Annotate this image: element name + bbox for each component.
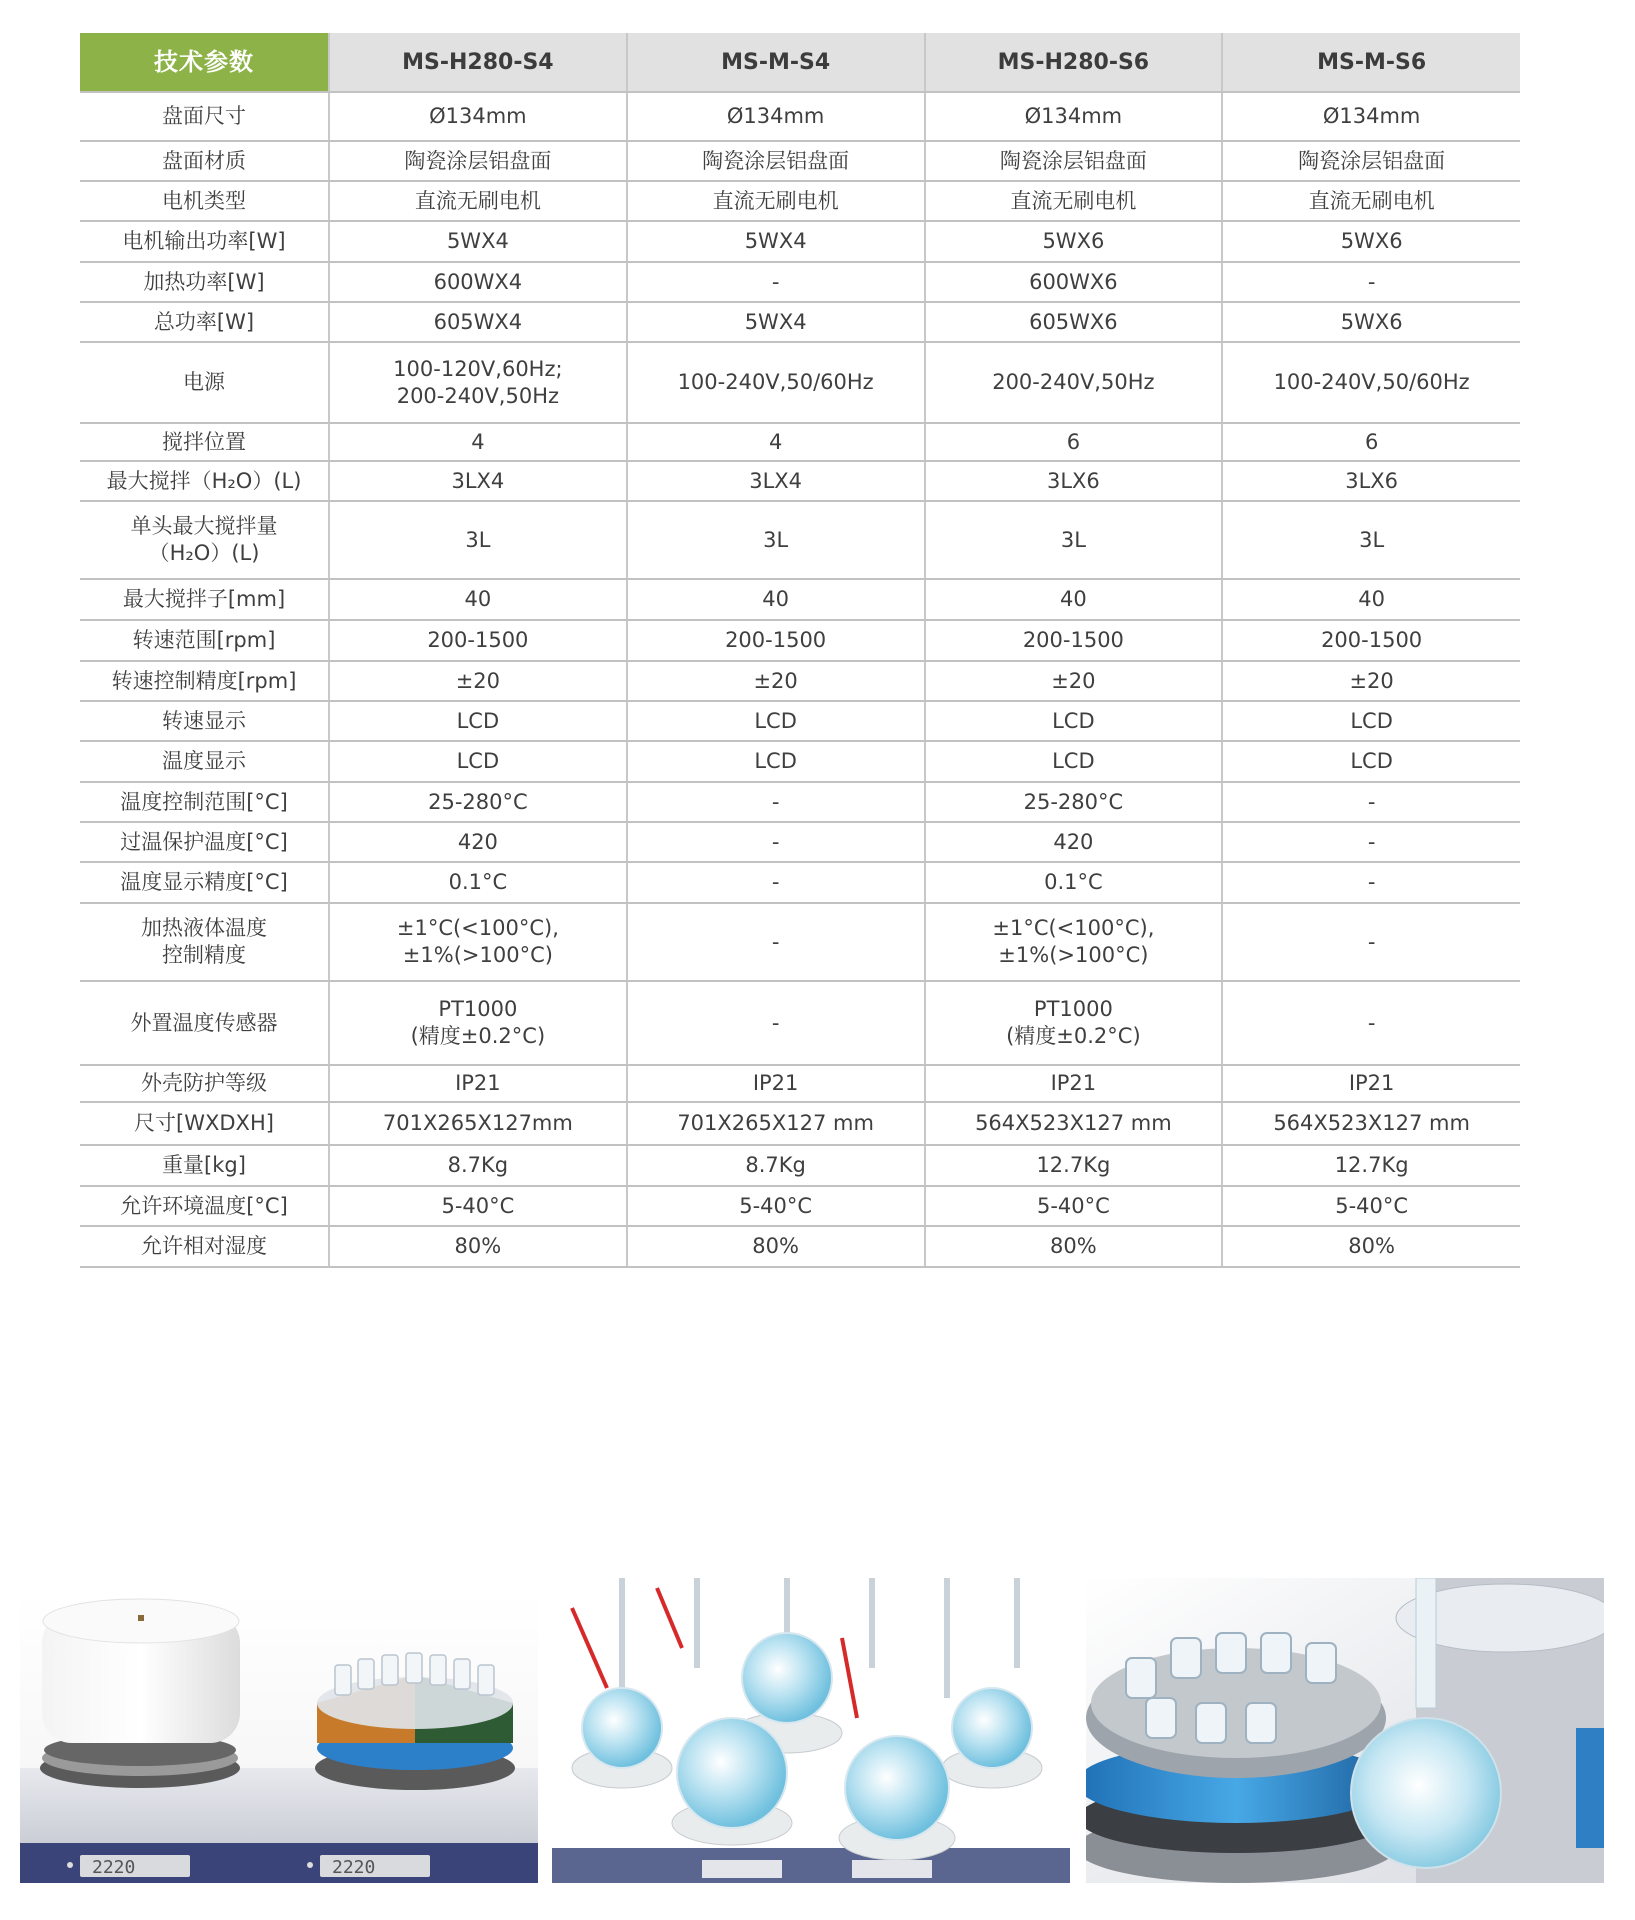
spec-value: 陶瓷涂层铝盘面 [999, 148, 1147, 173]
spec-value: ±20 [455, 668, 501, 693]
param-label-line: 单头最大搅拌量 [130, 514, 278, 538]
spec-cell-model-3 [925, 1226, 1223, 1267]
spec-cell-model-3 [925, 501, 1223, 579]
spec-value: 5-40°C [441, 1193, 515, 1218]
spec-cell-model-1 [329, 661, 627, 701]
spec-value: 564X523X127 mm [1273, 1111, 1470, 1135]
spec-cell-model-1 [329, 579, 627, 620]
spec-value: 200-1500 [427, 628, 529, 652]
table-row [80, 1102, 1520, 1145]
spec-cell-model-4 [1222, 579, 1520, 620]
spec-cell-model-3 [925, 1145, 1223, 1186]
spec-cell-model-3 [925, 302, 1223, 342]
product-photos [0, 1578, 1635, 1888]
spec-value: ±20 [753, 668, 798, 693]
spec-cell-model-2 [627, 981, 925, 1065]
spec-value: ±1%(>100°C) [998, 943, 1149, 967]
spec-value: 陶瓷涂层铝盘面 [1298, 148, 1446, 173]
spec-cell-model-3 [925, 181, 1223, 221]
param-label [80, 501, 329, 579]
spec-cell-model-4 [1222, 423, 1520, 461]
spec-value: 200-1500 [725, 628, 827, 652]
param-label-line: 电机输出功率[W] [122, 229, 286, 253]
spec-cell-model-3 [925, 423, 1223, 461]
table-row [80, 981, 1520, 1065]
spec-value: 直流无刷电机 [712, 188, 839, 213]
param-label [80, 741, 329, 782]
spec-cell-model-4 [1222, 461, 1520, 501]
table-row [80, 342, 1520, 423]
spec-cell-model-1 [329, 782, 627, 822]
param-label [80, 1102, 329, 1145]
spec-cell-model-4 [1222, 262, 1520, 302]
param-label-line: （H₂O）(L) [148, 541, 260, 565]
spec-value: 600WX6 [1029, 269, 1118, 294]
spec-cell-model-2 [627, 262, 925, 302]
table-row [80, 262, 1520, 302]
param-label [80, 461, 329, 501]
param-label-line: 控制精度 [162, 943, 246, 967]
spec-value: Ø134mm [429, 104, 527, 128]
spec-value: 100-240V,50/60Hz [1273, 370, 1470, 394]
spec-cell-model-4 [1222, 862, 1520, 903]
spec-value: IP21 [455, 1071, 501, 1095]
spec-cell-model-2 [627, 342, 925, 423]
spec-cell-model-4 [1222, 1186, 1520, 1226]
param-label-line: 最大搅拌子[mm] [122, 587, 286, 611]
table-row [80, 1186, 1520, 1226]
spec-cell-model-4 [1222, 620, 1520, 661]
spec-cell-model-3 [925, 141, 1223, 181]
table-row [80, 579, 1520, 620]
spec-cell-model-3 [925, 579, 1223, 620]
spec-value: 40 [1358, 587, 1385, 611]
spec-value: LCD [1052, 708, 1095, 733]
spec-value: - [771, 929, 780, 954]
spec-value: 5WX4 [744, 229, 807, 253]
spec-cell-model-4 [1222, 903, 1520, 981]
param-label-line: 温度显示 [162, 749, 246, 773]
header-model-4: MS-M-S6 [1222, 33, 1520, 92]
spec-cell-model-1 [329, 342, 627, 423]
spec-cell-model-1 [329, 141, 627, 181]
spec-value: - [1367, 789, 1376, 814]
spec-value: LCD [1052, 749, 1095, 773]
spec-value: 12.7Kg [1036, 1153, 1111, 1177]
param-label [80, 302, 329, 342]
photo-stirrer-with-blocks [20, 1593, 538, 1883]
table-row [80, 903, 1520, 981]
spec-cell-model-3 [925, 1065, 1223, 1102]
spec-cell-model-2 [627, 221, 925, 262]
spec-value: Ø134mm [726, 104, 825, 128]
spec-value: ±20 [1349, 668, 1394, 693]
spec-value: 701X265X127 mm [677, 1111, 874, 1135]
spec-cell-model-4 [1222, 221, 1520, 262]
param-label [80, 262, 329, 302]
spec-value: - [771, 789, 780, 814]
spec-cell-model-2 [627, 423, 925, 461]
spec-value: 5WX6 [1340, 229, 1403, 253]
table-row [80, 1065, 1520, 1102]
spec-value: - [771, 870, 780, 894]
spec-value: 8.7Kg [447, 1153, 509, 1177]
spec-cell-model-4 [1222, 92, 1520, 141]
spec-cell-model-1 [329, 92, 627, 141]
param-label-line: 尺寸[WXDXH] [134, 1111, 274, 1135]
spec-value: 直流无刷电机 [1010, 188, 1137, 213]
spec-value: IP21 [752, 1071, 799, 1095]
spec-value: ±1°C(<100°C), [396, 916, 559, 940]
spec-value: 80% [454, 1234, 502, 1258]
spec-cell-model-3 [925, 741, 1223, 782]
param-label-line: 温度控制范围[°C] [120, 789, 288, 814]
spec-cell-model-1 [329, 981, 627, 1065]
spec-value: 420 [1053, 829, 1094, 854]
param-label [80, 181, 329, 221]
spec-value: 3L [465, 527, 491, 552]
spec-cell-model-4 [1222, 1065, 1520, 1102]
param-label-line: 外置温度传感器 [130, 1010, 278, 1035]
spec-cell-model-2 [627, 181, 925, 221]
spec-cell-model-1 [329, 461, 627, 501]
table-row [80, 661, 1520, 701]
spec-cell-model-2 [627, 661, 925, 701]
spec-value: 3LX4 [451, 468, 505, 493]
param-label-line: 最大搅拌（H₂O）(L) [106, 468, 302, 493]
spec-value: 605WX6 [1029, 309, 1118, 334]
spec-value: 3L [763, 527, 789, 552]
spec-value: 420 [457, 829, 498, 854]
spec-value: IP21 [1348, 1071, 1395, 1095]
param-label-line: 转速显示 [162, 708, 246, 733]
param-label-line: 总功率[W] [153, 309, 255, 334]
param-label-line: 重量[kg] [162, 1153, 246, 1177]
spec-value: 4 [768, 429, 783, 454]
spec-value: 5WX4 [744, 309, 807, 334]
param-label-line: 转速控制精度[rpm] [111, 668, 297, 693]
spec-value: 40 [762, 587, 789, 611]
param-label [80, 1145, 329, 1186]
table-row [80, 221, 1520, 262]
spec-value: 陶瓷涂层铝盘面 [404, 148, 552, 173]
spec-value: 25-280°C [1023, 789, 1124, 814]
spec-cell-model-2 [627, 822, 925, 862]
header-param: 技术参数 [80, 33, 329, 92]
table-row [80, 501, 1520, 579]
table-row [80, 620, 1520, 661]
header-row [80, 33, 1520, 92]
spec-cell-model-4 [1222, 822, 1520, 862]
spec-cell-model-2 [627, 461, 925, 501]
spec-cell-model-2 [627, 579, 925, 620]
param-label [80, 1226, 329, 1267]
spec-cell-model-4 [1222, 782, 1520, 822]
spec-cell-model-2 [627, 141, 925, 181]
param-label-line: 电机类型 [162, 188, 246, 213]
spec-value: 701X265X127mm [382, 1111, 573, 1135]
spec-cell-model-3 [925, 1102, 1223, 1145]
spec-value: 40 [1060, 587, 1087, 611]
spec-cell-model-4 [1222, 302, 1520, 342]
spec-cell-model-4 [1222, 701, 1520, 741]
table-row [80, 461, 1520, 501]
table-row [80, 141, 1520, 181]
table-row [80, 1145, 1520, 1186]
header-model-2: MS-M-S4 [627, 33, 925, 92]
spec-cell-model-1 [329, 620, 627, 661]
spec-value: - [1367, 1010, 1376, 1035]
spec-cell-model-3 [925, 782, 1223, 822]
param-label-line: 过温保护温度[°C] [120, 829, 288, 854]
param-label [80, 423, 329, 461]
param-label-line: 搅拌位置 [162, 429, 246, 454]
param-label [80, 1186, 329, 1226]
header-model-1: MS-H280-S4 [329, 33, 627, 92]
spec-value: ±20 [1051, 668, 1096, 693]
spec-table [80, 33, 1520, 1268]
table-row [80, 741, 1520, 782]
spec-cell-model-1 [329, 822, 627, 862]
spec-value: 5WX6 [1340, 309, 1403, 334]
spec-value: LCD [754, 708, 797, 733]
spec-value: 200-1500 [1022, 628, 1124, 652]
spec-cell-model-4 [1222, 342, 1520, 423]
spec-cell-model-3 [925, 461, 1223, 501]
param-label-line: 转速范围[rpm] [132, 628, 276, 652]
spec-value: - [1367, 929, 1376, 954]
spec-value: Ø134mm [1322, 104, 1421, 128]
table-row [80, 1226, 1520, 1267]
param-label-line: 加热功率[W] [143, 269, 265, 294]
spec-value: - [1367, 870, 1376, 894]
table-row [80, 423, 1520, 461]
table-row [80, 302, 1520, 342]
spec-value: 80% [752, 1234, 799, 1258]
spec-value: 564X523X127 mm [975, 1111, 1172, 1135]
spec-cell-model-4 [1222, 1226, 1520, 1267]
spec-cell-model-1 [329, 181, 627, 221]
spec-value: 0.1°C [1044, 870, 1103, 894]
spec-value: LCD [456, 708, 500, 733]
spec-cell-model-2 [627, 92, 925, 141]
table-row [80, 701, 1520, 741]
table-row [80, 782, 1520, 822]
spec-cell-model-2 [627, 1145, 925, 1186]
lcd-readout-2: 2220 [332, 1857, 376, 1878]
spec-value: 40 [464, 587, 492, 611]
spec-value: 605WX4 [433, 309, 523, 334]
spec-value: 4 [471, 429, 485, 454]
spec-value: 0.1°C [448, 870, 508, 894]
table-row [80, 92, 1520, 141]
spec-value: 80% [1050, 1234, 1097, 1258]
param-label-line: 温度显示精度[°C] [120, 870, 288, 894]
spec-value: 3LX4 [749, 468, 803, 493]
spec-cell-model-3 [925, 981, 1223, 1065]
spec-value: 6 [1364, 429, 1379, 454]
spec-cell-model-4 [1222, 501, 1520, 579]
spec-value: 100-240V,50/60Hz [677, 370, 874, 394]
spec-cell-model-1 [329, 741, 627, 782]
spec-value: 6 [1066, 429, 1081, 454]
spec-cell-model-3 [925, 661, 1223, 701]
spec-value: 3LX6 [1046, 468, 1100, 493]
param-label [80, 903, 329, 981]
spec-value: - [771, 829, 780, 854]
spec-cell-model-1 [329, 423, 627, 461]
spec-value: - [771, 269, 780, 294]
param-label [80, 822, 329, 862]
spec-cell-model-3 [925, 862, 1223, 903]
spec-value: LCD [456, 749, 500, 773]
spec-cell-model-2 [627, 741, 925, 782]
spec-value: 12.7Kg [1334, 1153, 1409, 1177]
param-label-line: 加热液体温度 [141, 916, 267, 940]
param-label-line: 允许环境温度[°C] [120, 1193, 288, 1218]
spec-cell-model-2 [627, 903, 925, 981]
spec-cell-model-2 [627, 620, 925, 661]
spec-value: 5-40°C [1335, 1193, 1409, 1218]
spec-cell-model-2 [627, 302, 925, 342]
param-label [80, 579, 329, 620]
spec-cell-model-1 [329, 1102, 627, 1145]
spec-cell-model-1 [329, 501, 627, 579]
spec-value: 5-40°C [1036, 1193, 1110, 1218]
spec-cell-model-3 [925, 221, 1223, 262]
spec-value: ±1°C(<100°C), [992, 916, 1155, 940]
spec-value: 200-1500 [1321, 628, 1423, 652]
spec-cell-model-3 [925, 701, 1223, 741]
spec-value: 5WX6 [1042, 229, 1105, 253]
spec-cell-model-1 [329, 221, 627, 262]
spec-cell-model-2 [627, 782, 925, 822]
param-label-line: 允许相对湿度 [141, 1234, 267, 1258]
spec-value: (精度±0.2°C) [1006, 1024, 1141, 1048]
spec-value: - [1367, 269, 1376, 294]
spec-value: 直流无刷电机 [1308, 188, 1435, 213]
spec-value: 5-40°C [739, 1193, 813, 1218]
spec-cell-model-2 [627, 1226, 925, 1267]
table-row [80, 862, 1520, 903]
spec-value: 8.7Kg [745, 1153, 806, 1177]
param-label [80, 1065, 329, 1102]
spec-cell-model-1 [329, 903, 627, 981]
spec-cell-model-2 [627, 862, 925, 903]
param-label [80, 92, 329, 141]
param-label [80, 981, 329, 1065]
spec-cell-model-2 [627, 1186, 925, 1226]
param-label-line: 盘面材质 [162, 148, 246, 173]
spec-value: LCD [1350, 749, 1393, 773]
param-label [80, 782, 329, 822]
spec-value: PT1000 [438, 997, 518, 1021]
spec-value: 100-120V,60Hz; [393, 356, 563, 381]
spec-value: LCD [1350, 708, 1393, 733]
photo-vial-block-flask [1086, 1578, 1604, 1883]
param-label [80, 701, 329, 741]
spec-value: - [1367, 829, 1376, 854]
param-label-line: 盘面尺寸 [162, 104, 246, 128]
table-row [80, 822, 1520, 862]
spec-cell-model-4 [1222, 981, 1520, 1065]
spec-value: 600WX4 [433, 269, 523, 294]
spec-cell-model-4 [1222, 181, 1520, 221]
param-label-line: 电源 [183, 370, 225, 394]
spec-value: 3L [1359, 527, 1385, 552]
spec-value: 5WX4 [446, 229, 509, 253]
spec-value: (精度±0.2°C) [410, 1024, 546, 1048]
spec-cell-model-3 [925, 1186, 1223, 1226]
table-row [80, 181, 1520, 221]
spec-value: 陶瓷涂层铝盘面 [702, 148, 850, 173]
spec-value: 3L [1060, 527, 1086, 552]
spec-cell-model-4 [1222, 141, 1520, 181]
lcd-readout-1: 2220 [92, 1857, 136, 1878]
spec-value: 直流无刷电机 [414, 188, 541, 213]
param-label [80, 141, 329, 181]
spec-cell-model-1 [329, 1186, 627, 1226]
spec-value: IP21 [1050, 1071, 1097, 1095]
spec-cell-model-3 [925, 342, 1223, 423]
spec-cell-model-1 [329, 1145, 627, 1186]
spec-value: 80% [1348, 1234, 1395, 1258]
spec-cell-model-4 [1222, 741, 1520, 782]
spec-cell-model-1 [329, 1065, 627, 1102]
param-label [80, 342, 329, 423]
spec-value: - [771, 1010, 780, 1035]
spec-cell-model-4 [1222, 661, 1520, 701]
spec-cell-model-3 [925, 903, 1223, 981]
spec-value: PT1000 [1033, 997, 1113, 1021]
spec-value: 3LX6 [1345, 468, 1399, 493]
spec-cell-model-4 [1222, 1102, 1520, 1145]
spec-cell-model-3 [925, 620, 1223, 661]
spec-cell-model-1 [329, 302, 627, 342]
spec-cell-model-2 [627, 701, 925, 741]
param-label [80, 661, 329, 701]
spec-cell-model-3 [925, 262, 1223, 302]
photo-flasks-condensers [552, 1578, 1070, 1883]
spec-cell-model-3 [925, 822, 1223, 862]
spec-cell-model-2 [627, 1065, 925, 1102]
spec-cell-model-4 [1222, 1145, 1520, 1186]
spec-cell-model-1 [329, 701, 627, 741]
spec-cell-model-3 [925, 92, 1223, 141]
spec-cell-model-1 [329, 262, 627, 302]
param-label [80, 221, 329, 262]
spec-cell-model-2 [627, 501, 925, 579]
spec-value: 200-240V,50Hz [992, 370, 1155, 394]
spec-value: LCD [754, 749, 797, 773]
param-label [80, 620, 329, 661]
header-model-3: MS-H280-S6 [925, 33, 1223, 92]
spec-value: 25-280°C [428, 789, 528, 814]
spec-cell-model-1 [329, 862, 627, 903]
spec-cell-model-1 [329, 1226, 627, 1267]
param-label-line: 外壳防护等级 [141, 1071, 267, 1095]
spec-value: 200-240V,50Hz [396, 383, 560, 408]
spec-value: Ø134mm [1024, 104, 1123, 128]
param-label [80, 862, 329, 903]
spec-value: ±1%(>100°C) [402, 943, 553, 967]
spec-cell-model-2 [627, 1102, 925, 1145]
